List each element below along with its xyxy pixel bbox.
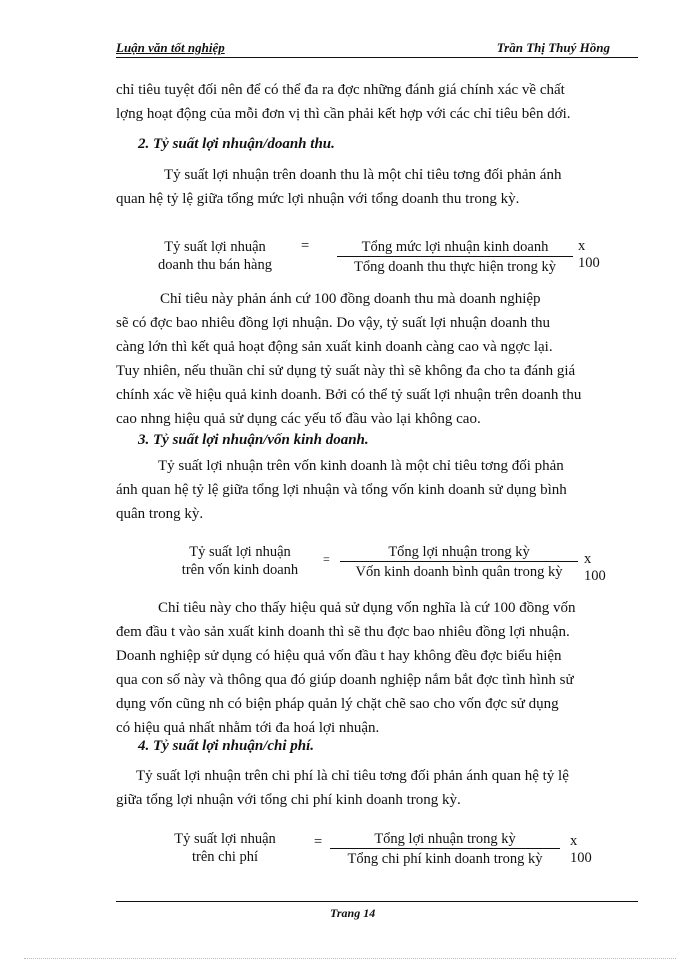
text-line: quan hệ tỷ lệ giữa tổng mức lợi nhuận với tổng doanh thu trong kỳ. (116, 191, 520, 207)
paragraph-2 (116, 163, 634, 211)
text-line: đem đầu t vào sản xuất kinh doanh thì sẽ thu đợc bao nhiêu đồng lợi nhuận. (116, 624, 570, 640)
text-line: chính xác về hiệu quả kinh doanh. Bởi có thể tỷ suất lợi nhuận trên doanh thu (116, 387, 582, 403)
equals-sign: = (301, 238, 310, 254)
text-line: sẽ có đợc bao nhiêu đồng lợi nhuận. Do vậy, tỷ suất lợi nhuận doanh thu (116, 315, 550, 331)
formula-lhs-line: Tỷ suất lợi nhuận (164, 239, 266, 255)
paragraph-5 (116, 596, 634, 740)
equals-sign: = (314, 834, 323, 850)
header-author: Trần Thị Thuý Hồng (496, 40, 610, 55)
paragraph-4 (116, 454, 634, 526)
section-heading-2: 2. Tỷ suất lợi nhuận/doanh thu. (138, 136, 335, 152)
text-line: Tuy nhiên, nếu thuần chỉ sử dụng tỷ suất này thì sẽ không đa cho ta đánh giá (116, 363, 576, 379)
text-line: Doanh nghiệp sử dụng có hiệu quả vốn đầu t hay không đều đợc biểu hiện (116, 648, 562, 664)
formula-lhs-line: doanh thu bán hàng (158, 257, 272, 273)
text-line: dụng vốn cũng nh có biện pháp quản lý chặt chẽ sao cho vốn đợc sử dụng (116, 696, 559, 712)
text-line: có hiệu quả nhất nhằm tới đa hoá lợi nhuận. (116, 720, 380, 736)
text-line: ánh quan hệ tỷ lệ giữa tổng lợi nhuận và tổng vốn kinh doanh sử dụng bình (116, 482, 567, 498)
formula-numerator: Tổng mức lợi nhuận kinh doanh (361, 239, 549, 255)
text-line: qua con số này và thông qua đó giúp doanh nghiệp nắm bắt đợc tình hình sử (116, 672, 574, 688)
text-line: cao nhng hiệu quả sử dụng các yếu tố đầu vào lại không cao. (116, 411, 481, 427)
fraction-bar (330, 848, 560, 849)
formula-numerator: Tổng lợi nhuận trong kỳ (374, 831, 516, 847)
section-heading-4: 4. Tỷ suất lợi nhuận/chi phí. (138, 738, 315, 754)
formula-multiplier: x 100 (578, 238, 600, 271)
text-line: Tỷ suất lợi nhuận trên vốn kinh doanh là một chỉ tiêu tơng đối phản (158, 458, 564, 474)
section-heading-3: 3. Tỷ suất lợi nhuận/vốn kinh doanh. (138, 432, 369, 448)
formula-lhs-line: Tỷ suất lợi nhuận (189, 544, 291, 560)
fraction-bar (337, 256, 573, 257)
text-line: Tỷ suất lợi nhuận trên chi phí là chỉ tiêu tơng đối phản ánh quan hệ tỷ lệ (136, 768, 569, 784)
page-number: Trang 14 (330, 906, 376, 920)
paragraph-3 (116, 287, 634, 431)
header-thesis-label: Luận văn tốt nghiệp (116, 40, 225, 55)
text-line: giữa tổng lợi nhuận với tổng chi phí kinh doanh trong kỳ. (116, 792, 461, 808)
page-header (116, 40, 638, 58)
paragraph-6 (116, 764, 634, 812)
page-bottom-border (24, 958, 676, 959)
formula-denominator: Tổng doanh thu thực hiện trong kỳ (354, 259, 556, 275)
formula-numerator: Tổng lợi nhuận trong kỳ (388, 544, 530, 560)
fraction-bar (340, 561, 578, 562)
formula-lhs-line: Tỷ suất lợi nhuận (174, 831, 276, 847)
text-line: Chỉ tiêu này cho thấy hiệu quả sử dụng vốn nghĩa là cứ 100 đồng vốn (158, 600, 576, 616)
header-rule (116, 57, 638, 58)
text-line: càng lớn thì kết quả hoạt động sản xuất kinh doanh càng cao và ngợc lại. (116, 339, 553, 355)
equals-sign: = (323, 552, 330, 566)
formula-multiplier: x 100 (570, 833, 592, 866)
formula-lhs-line: trên vốn kinh doanh (181, 562, 299, 578)
formula-denominator: Vốn kinh doanh bình quân trong kỳ (355, 564, 563, 580)
text-line: chỉ tiêu tuyệt đối nên để có thể đa ra đợc những đánh giá chính xác về chất (116, 82, 565, 98)
text-line: Tỷ suất lợi nhuận trên doanh thu là một chỉ tiêu tơng đối phản ánh (164, 167, 562, 183)
formula-lhs-line: trên chi phí (191, 849, 259, 865)
footer-rule (116, 901, 638, 902)
text-line: quân trong kỳ. (116, 506, 204, 522)
paragraph-1 (116, 78, 634, 126)
formula-multiplier: x 100 (584, 551, 606, 584)
formula-denominator: Tổng chi phí kinh doanh trong kỳ (347, 851, 543, 867)
text-line: lợng hoạt động của mỗi đơn vị thì cần phải kết hợp với các chỉ tiêu bên dới. (116, 106, 571, 122)
text-line: Chỉ tiêu này phản ánh cứ 100 đồng doanh thu mà doanh nghiệp (160, 291, 541, 307)
